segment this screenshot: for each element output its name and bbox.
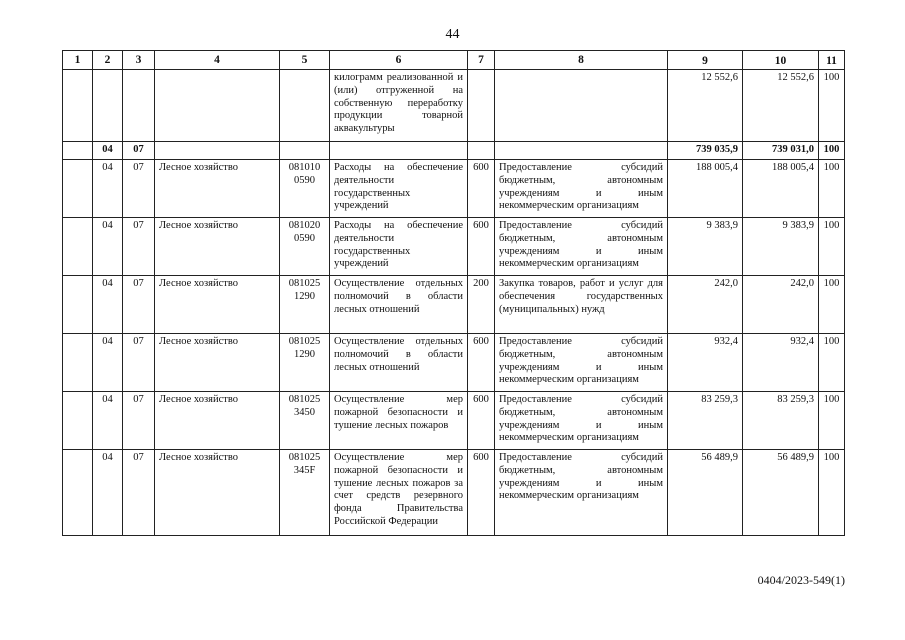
- document-code: 0404/2023-549(1): [757, 573, 845, 587]
- table-row: [63, 160, 845, 218]
- subsection-code: 07: [123, 392, 155, 450]
- execution-percent: 100: [819, 160, 845, 218]
- executed-amount: 9 383,9: [743, 218, 819, 276]
- header-cell: 1: [63, 51, 93, 70]
- subsection-name: Лесное хозяйство: [155, 276, 280, 334]
- header-cell: 5: [280, 51, 330, 70]
- planned-amount: 83 259,3: [668, 392, 743, 450]
- planned-amount: 188 005,4: [668, 160, 743, 218]
- subsection-code: 07: [123, 276, 155, 334]
- subsection-name: Лесное хозяйство: [155, 334, 280, 392]
- executed-amount: 56 489,9: [743, 450, 819, 536]
- table-row: [63, 276, 845, 334]
- subsection-code: 07: [123, 450, 155, 536]
- page-number: 44: [445, 27, 460, 42]
- executed-amount: 242,0: [743, 276, 819, 334]
- section-code: 04: [93, 450, 123, 536]
- expense-type-code: 200: [468, 276, 495, 334]
- planned-amount: 739 035,9: [668, 142, 743, 160]
- expense-type-code: 600: [468, 334, 495, 392]
- expense-type-name: Предоставление субсидий бюджетным, автономным учреждениям и иным некоммерческим организациям: [495, 392, 668, 450]
- subtotal-row: [63, 142, 845, 160]
- planned-amount: 56 489,9: [668, 450, 743, 536]
- execution-percent: 100: [819, 392, 845, 450]
- target-article-code: 081010 0590: [280, 160, 330, 218]
- expense-description: Расходы на обеспечение деятельности государственных учреждений: [330, 218, 468, 276]
- expense-type-code: 600: [468, 450, 495, 536]
- expense-description: Осуществление отдельных полномочий в области лесных отношений: [330, 276, 468, 334]
- budget-table: [62, 50, 845, 536]
- header-cell: 9: [668, 51, 743, 70]
- target-article-code: 081020 0590: [280, 218, 330, 276]
- subsection-name: Лесное хозяйство: [155, 160, 280, 218]
- header-cell: 6: [330, 51, 468, 70]
- table-row: [63, 70, 845, 142]
- subsection-name: Лесное хозяйство: [155, 218, 280, 276]
- executed-amount: 739 031,0: [743, 142, 819, 160]
- planned-amount: 932,4: [668, 334, 743, 392]
- subsection-code: 07: [123, 142, 155, 160]
- target-article-code: 081025 345F: [280, 450, 330, 536]
- header-cell: 8: [495, 51, 668, 70]
- subsection-name: Лесное хозяйство: [155, 392, 280, 450]
- execution-percent: 100: [819, 70, 845, 142]
- expense-type-name: Предоставление субсидий бюджетным, автономным учреждениям и иным некоммерческим организациям: [495, 334, 668, 392]
- expense-type-code: 600: [468, 392, 495, 450]
- expense-description: Расходы на обеспечение деятельности государственных учреждений: [330, 160, 468, 218]
- header-cell: 3: [123, 51, 155, 70]
- executed-amount: 12 552,6: [743, 70, 819, 142]
- header-cell: 2: [93, 51, 123, 70]
- section-code: 04: [93, 392, 123, 450]
- section-code: 04: [93, 218, 123, 276]
- target-article-code: 081025 1290: [280, 334, 330, 392]
- section-code: 04: [93, 142, 123, 160]
- expense-type-name: Закупка товаров, работ и услуг для обеспечения государственных (муниципальных) нужд: [495, 276, 668, 334]
- section-code: 04: [93, 334, 123, 392]
- table-row: [63, 450, 845, 536]
- planned-amount: 242,0: [668, 276, 743, 334]
- expense-type-name: Предоставление субсидий бюджетным, автономным учреждениям и иным некоммерческим организациям: [495, 218, 668, 276]
- execution-percent: 100: [819, 142, 845, 160]
- header-cell: 10: [743, 51, 819, 70]
- execution-percent: 100: [819, 276, 845, 334]
- expense-type-name: Предоставление субсидий бюджетным, автономным учреждениям и иным некоммерческим организациям: [495, 450, 668, 536]
- expense-type-name: Предоставление субсидий бюджетным, автономным учреждениям и иным некоммерческим организациям: [495, 160, 668, 218]
- header-cell: 7: [468, 51, 495, 70]
- expense-description: килограмм реализованной и (или) отгруженной на собственную переработку продукции товарной аквакультуры: [330, 70, 468, 142]
- subsection-code: 07: [123, 334, 155, 392]
- table-row: [63, 218, 845, 276]
- expense-description: Осуществление мер пожарной безопасности и тушение лесных пожаров за счет средств резервного фонда Правительства Российской Федерации: [330, 450, 468, 536]
- header-row: [63, 51, 845, 70]
- expense-type-code: 600: [468, 160, 495, 218]
- planned-amount: 9 383,9: [668, 218, 743, 276]
- subsection-code: 07: [123, 160, 155, 218]
- execution-percent: 100: [819, 334, 845, 392]
- planned-amount: 12 552,6: [668, 70, 743, 142]
- executed-amount: 932,4: [743, 334, 819, 392]
- section-code: 04: [93, 276, 123, 334]
- execution-percent: 100: [819, 450, 845, 536]
- executed-amount: 188 005,4: [743, 160, 819, 218]
- target-article-code: 081025 1290: [280, 276, 330, 334]
- table-row: [63, 392, 845, 450]
- header-cell: 4: [155, 51, 280, 70]
- table-row: [63, 334, 845, 392]
- subsection-name: Лесное хозяйство: [155, 450, 280, 536]
- subsection-code: 07: [123, 218, 155, 276]
- expense-description: Осуществление отдельных полномочий в области лесных отношений: [330, 334, 468, 392]
- header-cell: 11: [819, 51, 845, 70]
- section-code: 04: [93, 160, 123, 218]
- expense-type-code: 600: [468, 218, 495, 276]
- execution-percent: 100: [819, 218, 845, 276]
- expense-description: Осуществление мер пожарной безопасности и тушение лесных пожаров: [330, 392, 468, 450]
- target-article-code: 081025 3450: [280, 392, 330, 450]
- executed-amount: 83 259,3: [743, 392, 819, 450]
